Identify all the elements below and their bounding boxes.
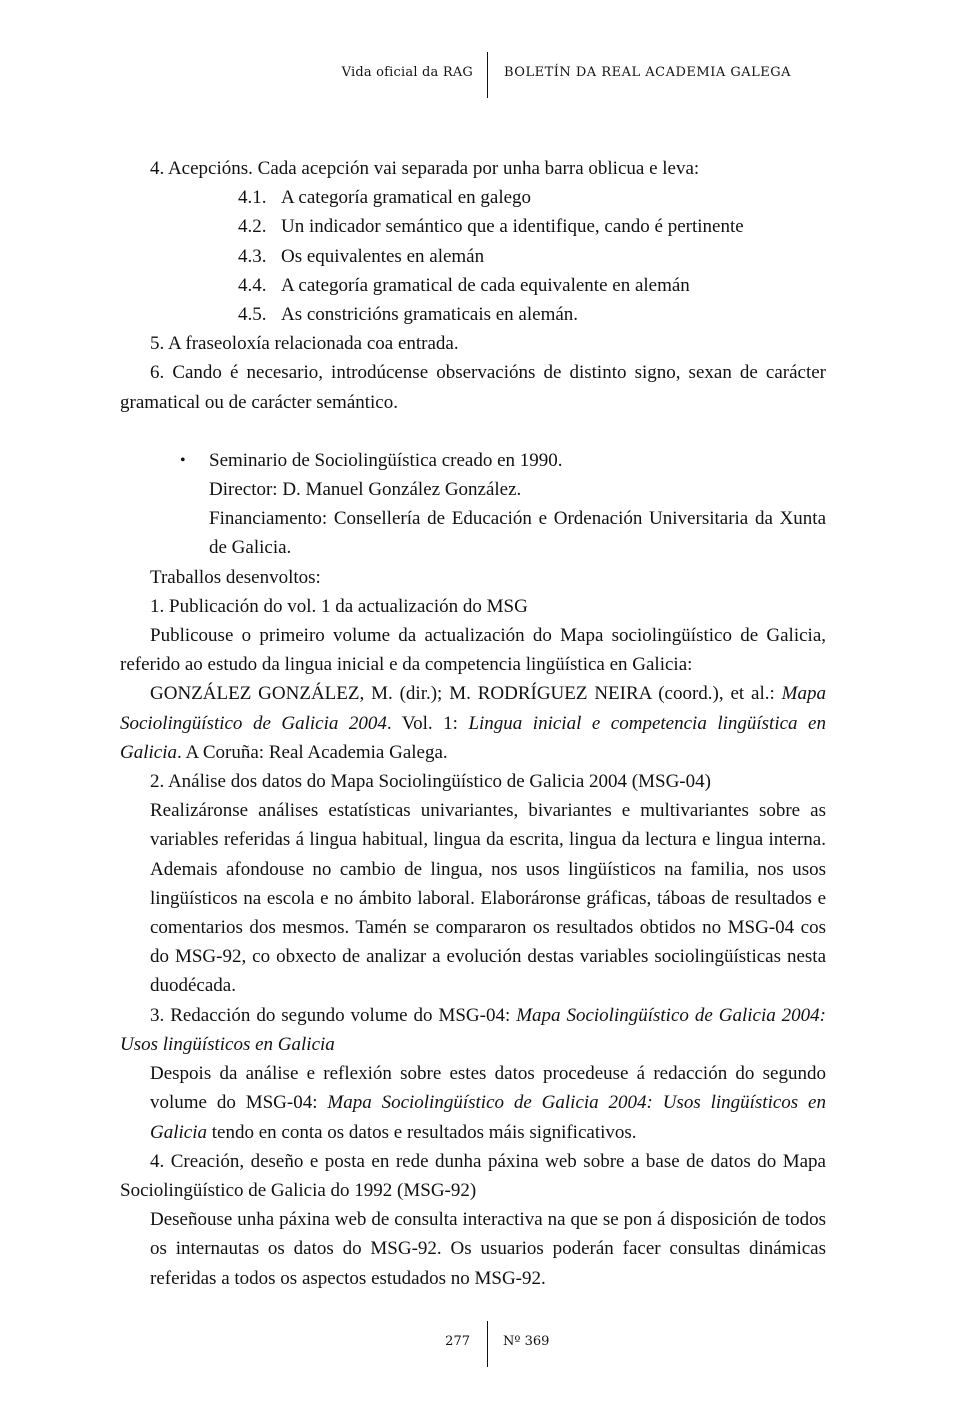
header-divider <box>487 52 488 98</box>
works-heading: Traballos desenvoltos: <box>150 566 321 588</box>
sub-item <box>120 212 826 241</box>
header-journal-title: BOLETÍN DA REAL ACADEMIA GALEGA <box>504 65 792 80</box>
page-body <box>120 154 826 1293</box>
work-3-text-prefix: Despois da análise e reflexión sobre estes datos procedeuse á redacción do segundo volume do MSG-04: <box>150 1063 826 1114</box>
work-3-text <box>120 1059 826 1147</box>
work-1-reference <box>120 679 826 767</box>
sub-item <box>120 300 826 329</box>
seminar-title <box>120 446 826 475</box>
running-header <box>0 52 975 100</box>
seminar-title-text: Seminario de Sociolingüística creado en 1990. <box>209 449 563 471</box>
work-3-text-italic: Mapa Sociolingüístico de Galicia 2004: Usos lingüísticos en Galicia <box>150 1092 826 1143</box>
work-3-title-prefix: 3. Redacción do segundo volume do MSG-04: <box>150 1004 517 1026</box>
issue-number: Nº 369 <box>503 1334 550 1349</box>
sub-item-text: Os equivalentes en alemán <box>281 245 485 267</box>
footer-divider <box>487 1321 488 1367</box>
work-3-title-italic: Mapa Sociolingüístico de Galicia 2004: Usos lingüísticos en Galicia <box>120 1004 826 1055</box>
work-2-text: Realizáronse análises estatísticas univariantes, bivariantes e multivariantes sobre as variables referidas á lingua habitual, lingua da escrita, lingua da lectura e lingua interna. Ademais afondouse no cambio de lingua, nos usos lingüísticos na familia, nos usos lingüísticos na escola e no ámbito laboral. Elaboráronse gráficas, táboas de resultados e comentarios dos mesmos. Tamén se compararon os resultados obtidos no MSG-04 cos do MSG-92, co obxecto de analizar a evolución destas variables sociolingüísticas nesta duodécada. <box>150 800 826 997</box>
work-2-title: 2. Análise dos datos do Mapa Sociolingüístico de Galicia 2004 (MSG-04) <box>150 771 711 793</box>
section-gap <box>120 417 826 446</box>
sub-item-text: Un indicador semántico que a identifique, cando é pertinente <box>281 216 744 238</box>
sub-item-text: A categoría gramatical en galego <box>281 187 532 209</box>
sub-item-number: 4.5. <box>238 304 267 326</box>
work-3-text-suffix: tendo en conta os datos e resultados máis significativos. <box>207 1121 637 1143</box>
sub-item-number: 4.1. <box>238 187 267 209</box>
sub-item-number: 4.4. <box>238 274 267 296</box>
reference-publisher: . A Coruña: Real Academia Galega. <box>177 741 448 763</box>
reference-title: Mapa Sociolingüístico de Galicia 2004 <box>120 683 826 734</box>
bullet-icon: • <box>180 451 186 469</box>
seminar-director: Director: D. Manuel González González. <box>209 479 522 501</box>
sub-item <box>120 271 826 300</box>
sub-item <box>120 242 826 271</box>
work-4-title: 4. Creación, deseño e posta en rede dunha páxina web sobre a base de datos do Mapa Sociolingüístico de Galicia do 1992 (MSG-92) <box>120 1150 826 1201</box>
page-number: 277 <box>445 1334 470 1349</box>
sub-item-text: A categoría gramatical de cada equivalente en alemán <box>281 274 690 296</box>
sub-item <box>120 183 826 212</box>
work-3-title <box>120 1001 826 1059</box>
header-section: Vida oficial da RAG <box>341 65 473 80</box>
item-6: 6. Cando é necesario, introdúcense observacións de distinto signo, sexan de carácter gramatical ou de carácter semántico. <box>120 362 826 413</box>
sub-item-number: 4.2. <box>238 216 267 238</box>
work-1-text: Publicouse o primeiro volume da actualización do Mapa sociolingüístico de Galicia, referido ao estudo da lingua inicial e da competencia lingüística en Galicia: <box>120 625 826 676</box>
work-4-text: Deseñouse unha páxina web de consulta interactiva na que se pon á disposición de todos os internautas os datos do MSG-92. Os usuarios poderán facer consultas dinámicas referidas a todos os aspectos estudados no MSG-92. <box>150 1209 826 1289</box>
reference-authors: GONZÁLEZ GONZÁLEZ, M. (dir.); M. RODRÍGUEZ NEIRA (coord.), et al.: <box>150 683 775 705</box>
sub-item-text: As constricións gramaticais en alemán. <box>281 304 579 326</box>
reference-subtitle: Lingua inicial e competencia lingüística en Galicia <box>120 712 826 763</box>
sub-item-number: 4.3. <box>238 245 267 267</box>
item-4-intro: 4. Acepcións. Cada acepción vai separada por unha barra oblicua e leva: <box>150 158 700 179</box>
item-5: 5. A fraseoloxía relacionada coa entrada. <box>150 333 459 355</box>
reference-volume: . Vol. 1: <box>386 712 469 734</box>
running-footer <box>0 1321 975 1369</box>
work-1-title: 1. Publicación do vol. 1 da actualización do MSG <box>150 595 528 617</box>
seminar-funding: Financiamento: Consellería de Educación e Ordenación Universitaria da Xunta de Galicia. <box>209 508 826 559</box>
